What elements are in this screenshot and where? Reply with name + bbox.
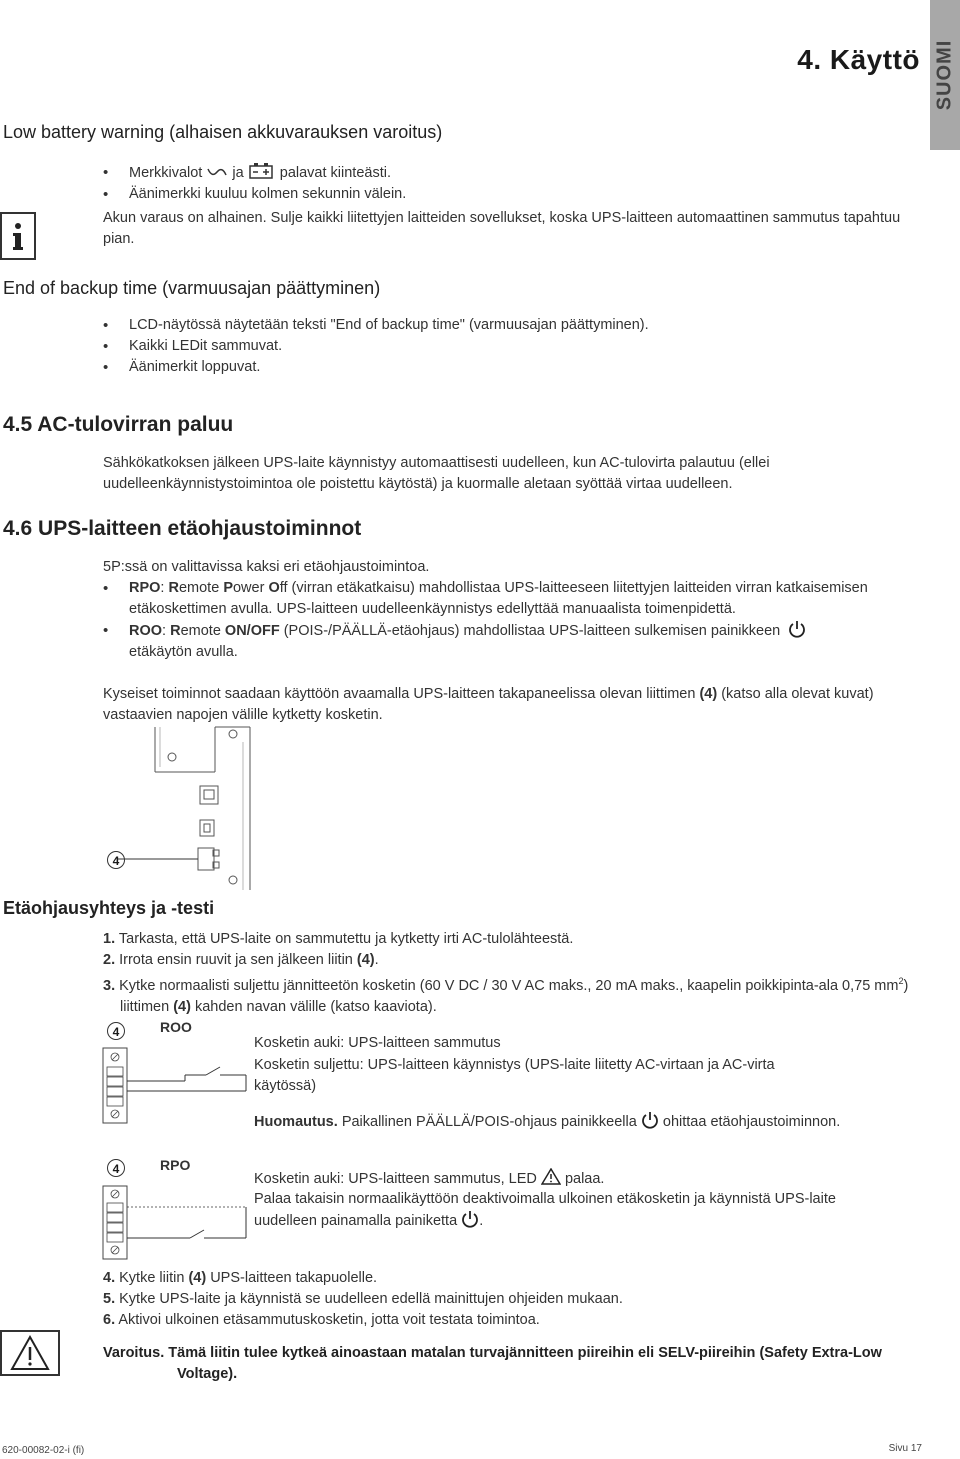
list-item: • Äänimerkit loppuvat. [103,357,903,378]
language-tab-label: SUOMI [933,39,956,111]
list-item: 1. Tarkasta, että UPS-laite on sammutettu ja kytketty irti AC-tulolähteestä. [103,931,574,947]
section-4-6-intro: 5P:ssä on valittavissa kaksi eri etäohjaustoimintoa. [103,559,430,575]
list-item: • Merkkivalot ja palavat kiinteästi. [103,162,903,184]
list-item: 3. Kytke normaalisti suljettu jännitteetön kosketin (60 V DC / 30 V AC maks., 20 mA maks., kaapelin poikkipinta-ala 0,75 $mm^2$) liittimen (4) kahden navan välille (katso kaaviota). [103,976,909,1015]
warning-triangle-icon [541,1168,561,1185]
rear-panel-figure [100,722,260,892]
roo-callout: 4 [107,1022,125,1040]
roo-diagram-label: ROO [160,1019,192,1035]
remote-test-heading: Etäohjausyhteys ja -testi [3,898,215,918]
wave-icon [206,165,228,179]
figure-callout: 4 [107,851,125,869]
remote-functions-list [103,578,893,663]
footer-page-number: Sivu 17 [888,1443,922,1454]
battery-icon [248,162,276,180]
language-tab [930,0,960,150]
rpo-open-text: Kosketin auki: UPS-laitteen sammutus, LED palaa. [254,1168,894,1190]
info-icon [0,212,36,260]
roo-open-text: Kosketin auki: UPS-laitteen sammutus [254,1035,501,1051]
power-button-icon [641,1111,659,1129]
list-item: • Kaikki LEDit sammuvat. [103,336,903,357]
rpo-diagram-label: RPO [160,1157,191,1173]
connector-paragraph: Kyseiset toiminnot saadaan käyttöön avaamalla UPS-laitteen takapaneelissa olevan liittimen (4) (katso alla olevat kuvat) vastaavien napojen välille kytketty kosketin. [103,686,874,723]
footer-doc-id: 620-00082-02-i (fi) [2,1445,85,1456]
low-battery-note: Akun varaus on alhainen. Sulje kaikki liitettyjen laitteiden sovellukset, koska UPS-laitteen automaattinen sammutus tapahtuu pian. [103,210,901,247]
section-4-5-heading: 4.5 AC-tulovirran paluu [3,413,234,436]
list-item-rpo: • RPO: Remote Power Off (virran etäkatkaisu) mahdollistaa UPS-laitteeseen liitettyjen laitteiden virran katkaisemisen etäkoskettimen avulla. UPS-laitteen uudelleenkäynnistys edellyttää manuaalista toimenpidettä. [103,578,893,620]
rpo-wiring-diagram [100,1183,250,1263]
list-item-roo: • ROO: Remote ON/OFF (POIS-/PÄÄLLÄ-etäohjaus) mahdollistaa UPS-laitteen sulkemisen painikkeen etäkäytön avulla. [103,620,893,663]
low-battery-list [103,162,903,205]
rpo-callout: 4 [107,1159,125,1177]
power-button-icon [788,620,806,638]
steps-list-a [103,929,923,1018]
roo-note: Huomautus. Paikallinen PÄÄLLÄ/POIS-ohjaus painikkeella ohittaa etäohjaustoiminnon. [254,1111,934,1133]
list-item: 2. Irrota ensin ruuvit ja sen jälkeen liitin (4). [103,952,379,968]
list-item: 6. Aktivoi ulkoinen etäsammutuskosketin, jotta voit testata toimintoa. [103,1312,540,1328]
roo-wiring-diagram [100,1045,250,1130]
warning-text: Varoitus. Tämä liitin tulee kytkeä ainoastaan matalan turvajännitteen piireihin eli SELV-piireihin (Safety Extra-Low Voltage). [103,1345,882,1382]
steps-list-b [103,1268,923,1331]
list-item: 5. Kytke UPS-laite ja käynnistä se uudelleen edellä mainittujen ohjeiden mukaan. [103,1291,623,1307]
power-button-icon [461,1210,479,1228]
end-backup-heading: End of backup time (varmuusajan päättyminen) [3,278,381,298]
low-battery-heading: Low battery warning (alhaisen akkuvarauksen varoitus) [3,122,443,142]
warning-icon [0,1330,60,1376]
list-item: 4. Kytke liitin (4) UPS-laitteen takapuolelle. [103,1270,378,1286]
roo-closed-text: Kosketin suljettu: UPS-laitteen käynnistys (UPS-laite liitetty AC-virtaan ja AC-virta käytössä) [254,1057,775,1094]
list-item: • LCD-näytössä näytetään teksti "End of backup time" (varmuusajan päättyminen). [103,315,903,336]
rpo-restore-text: Palaa takaisin normaalikäyttöön deaktivoimalla ulkoinen etäkosketin ja käynnistä UPS-laite uudelleen painamalla painiketta . [254,1191,836,1229]
end-backup-list [103,315,903,378]
list-item: • Äänimerkki kuuluu kolmen sekunnin välein. [103,184,903,205]
section-4-5-text: Sähkökatkoksen jälkeen UPS-laite käynnistyy automaattisesti uudelleen, kun AC-tulovirta palautuu (ellei uudelleenkäynnistystoimintoa ole poistettu käytöstä) ja kuormalle aletaan syöttää virtaa uudelleen. [103,455,770,492]
section-4-6-heading: 4.6 UPS-laitteen etäohjaustoiminnot [3,517,362,540]
chapter-title: 4. Käyttö [797,44,920,75]
